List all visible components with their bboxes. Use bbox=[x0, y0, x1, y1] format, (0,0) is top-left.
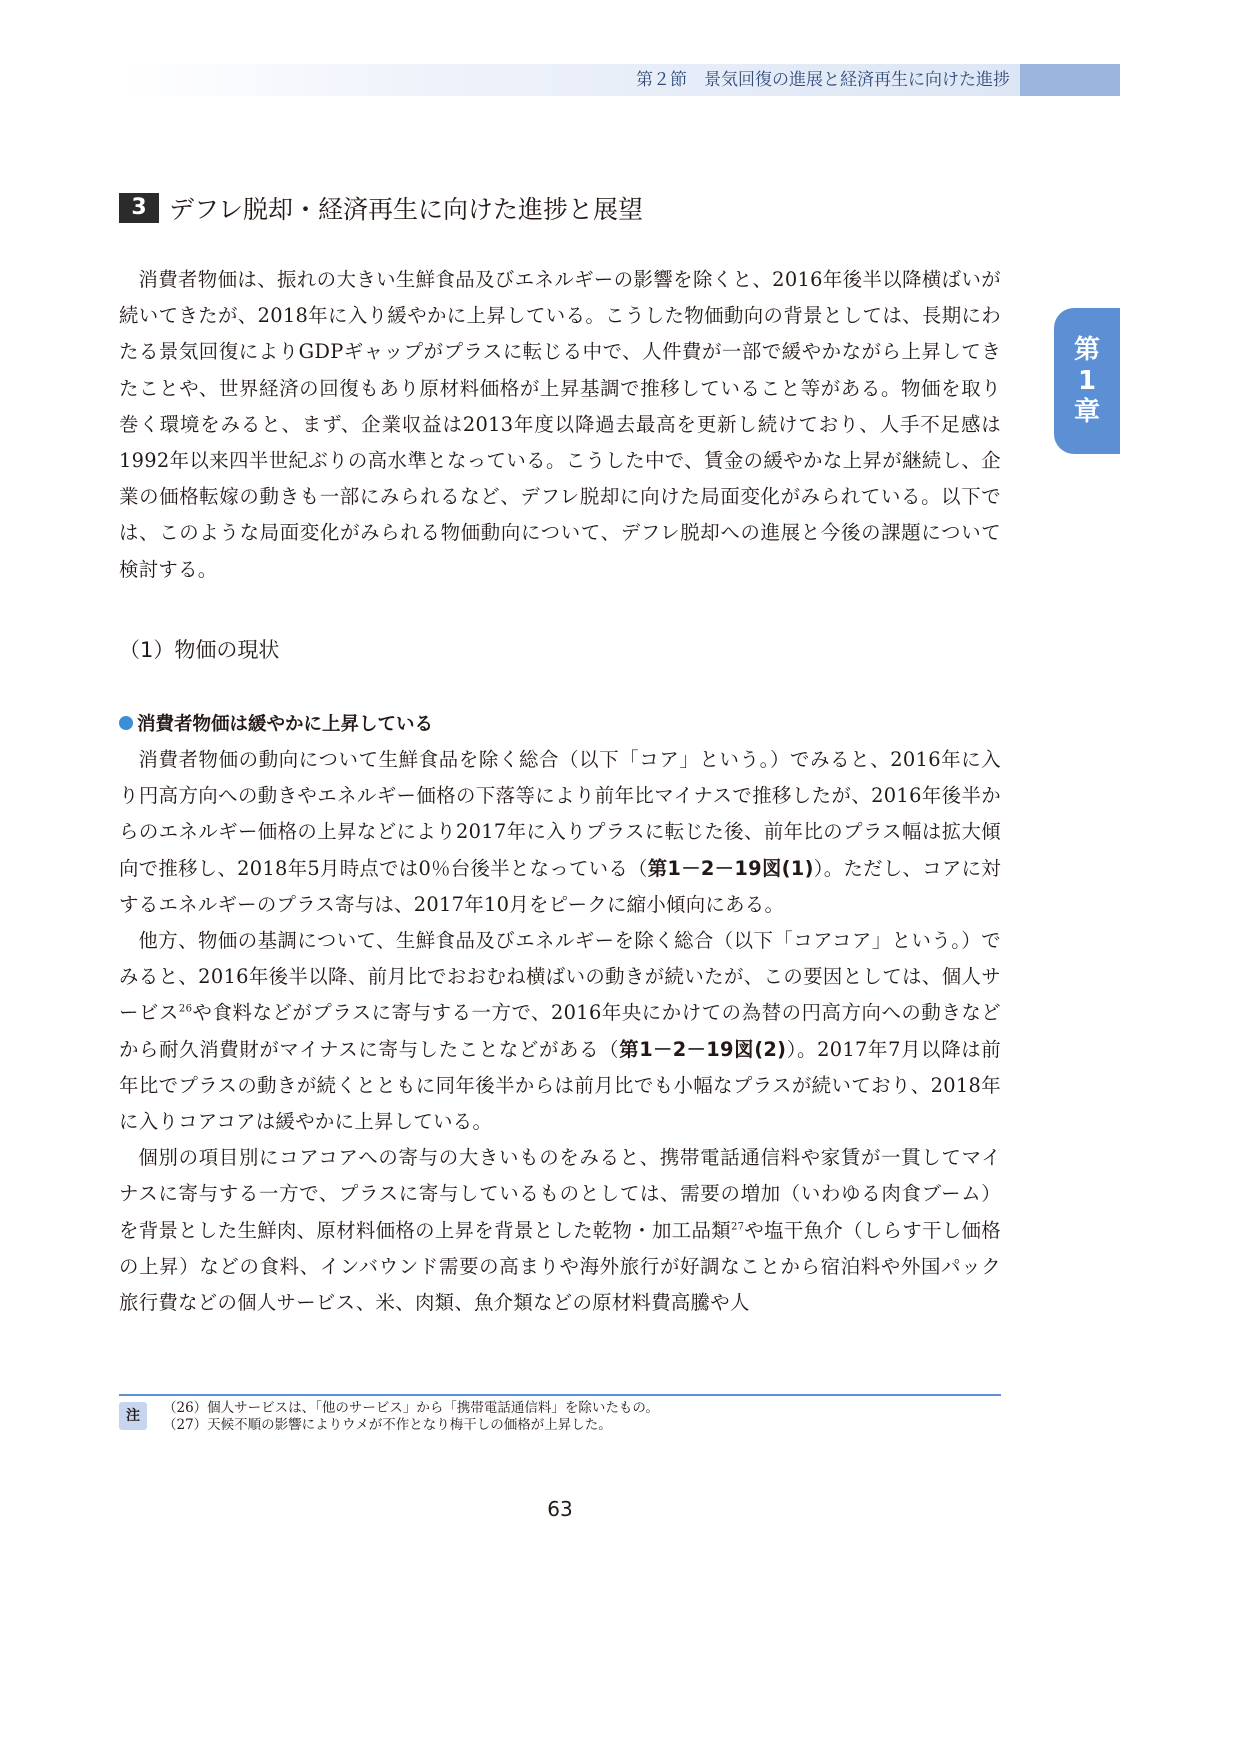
notes-label: 注 bbox=[119, 1402, 147, 1430]
footnote-26: （26）個人サービスは、「他のサービス」から「携帯電話通信料」を除いたもの。 bbox=[163, 1400, 659, 1416]
paragraph-core-core-cpi bbox=[119, 923, 1001, 1140]
figure-reference: 第1－2－19図(1) bbox=[647, 856, 814, 880]
body-paragraphs bbox=[119, 742, 1001, 1321]
chapter-tab-line3: 章 bbox=[1073, 396, 1100, 427]
paragraph-items-text-a: 個別の項目別にコアコアへの寄与の大きいものをみると、携帯電話通信料や家賃が一貫してマイナスに寄与する一方で、プラスに寄与しているものとしては、需要の増加（いわゆる肉食ブーム）を背景とした生鮮肉、原材料価格の上昇を背景とした乾物・加工品類 bbox=[119, 1146, 1001, 1242]
paragraph-item-contributions bbox=[119, 1140, 1001, 1321]
chapter-tab bbox=[1054, 308, 1120, 454]
chapter-tab-line2: 1 bbox=[1077, 365, 1097, 396]
footnotes bbox=[163, 1400, 659, 1434]
paragraph-core-core-text-c: ）。2017年7月以降は前年比でプラスの動きが続くとともに同年後半からは前月比でも小幅なプラスが続いており、2018年に入りコアコアは緩やかに上昇している。 bbox=[119, 1037, 1001, 1134]
footnote-ref-26: 26 bbox=[178, 1003, 193, 1015]
paragraph-items-text-b: や塩干魚介（しらす干し価格の上昇）などの食料、インバウンド需要の高まりや海外旅行が好調なことから宿泊料や外国パック旅行費などの個人サービス、米、肉類、魚介類などの原材料費高騰や人 bbox=[119, 1218, 1001, 1315]
section-title: デフレ脱却・経済再生に向けた進捗と展望 bbox=[169, 195, 644, 224]
section-number-badge: 3 bbox=[119, 193, 159, 223]
header-section-label: 第２節 景気回復の進展と経済再生に向けた進捗 bbox=[636, 70, 1010, 90]
intro-paragraph bbox=[119, 262, 1001, 588]
footnote-27: （27）天候不順の影響によりウメが不作となり梅干しの価格が上昇した。 bbox=[163, 1417, 612, 1433]
bullet-heading-text: 消費者物価は緩やかに上昇している bbox=[137, 714, 434, 735]
subsection-title: （1）物価の現状 bbox=[119, 638, 280, 662]
section-heading bbox=[119, 191, 643, 225]
paragraph-core-core-text-b: や食料などがプラスに寄与する一方で、2016年央にかけての為替の円高方向への動きなどから耐久消費財がマイナスに寄与したことなどがある（ bbox=[119, 1001, 1001, 1061]
paragraph-core-core-text-a: 他方、物価の基調について、生鮮食品及びエネルギーを除く総合（以下「コアコア」という。）でみると、2016年後半以降、前月比でおおむね横ばいの動きが続いたが、この要因としては、個人サービス bbox=[119, 929, 1001, 1025]
page-number: 63 bbox=[547, 1497, 573, 1521]
bullet-dot-icon bbox=[119, 716, 133, 730]
figure-reference: 第1－2－19図(2) bbox=[619, 1037, 787, 1061]
paragraph-core-cpi-text-b: ）。ただし、コアに対するエネルギーのプラス寄与は、2017年10月をピークに縮小傾向にある。 bbox=[119, 856, 1001, 916]
notes-divider bbox=[119, 1394, 1001, 1396]
chapter-tab-line1: 第 bbox=[1073, 334, 1100, 365]
bullet-heading bbox=[119, 710, 433, 736]
header-accent-block bbox=[1020, 64, 1120, 96]
paragraph-core-cpi-text-a: 消費者物価の動向について生鮮食品を除く総合（以下「コア」という。）でみると、2016年に入り円高方向への動きやエネルギー価格の下落等により前年比マイナスで推移したが、2016年後半からのエネルギー価格の上昇などにより2017年に入りプラスに転じた後、前年比のプラス幅は拡大傾向で推移し、2018年5月時点では0％台後半となっている（ bbox=[119, 748, 1001, 880]
intro-paragraph-text: 消費者物価は、振れの大きい生鮮食品及びエネルギーの影響を除くと、2016年後半以降横ばいが続いてきたが、2018年に入り緩やかに上昇している。こうした物価動向の背景としては、長期にわたる景気回復によりGDPギャップがプラスに転じる中で、人件費が一部で緩やかながら上昇してきたことや、世界経済の回復もあり原材料価格が上昇基調で推移していること等がある。物価を取り巻く環境をみると、まず、企業収益は2013年度以降過去最高を更新し続けており、人手不足感は1992年以来四半世紀ぶりの高水準となっている。こうした中で、賃金の緩やかな上昇が継続し、企業の価格転嫁の動きも一部にみられるなど、デフレ脱却に向けた局面変化がみられている。以下では、このような局面変化がみられる物価動向について、デフレ脱却への進展と今後の課題について検討する。 bbox=[119, 268, 1001, 581]
paragraph-core-cpi bbox=[119, 742, 1001, 923]
footnote-ref-27: 27 bbox=[731, 1221, 745, 1233]
